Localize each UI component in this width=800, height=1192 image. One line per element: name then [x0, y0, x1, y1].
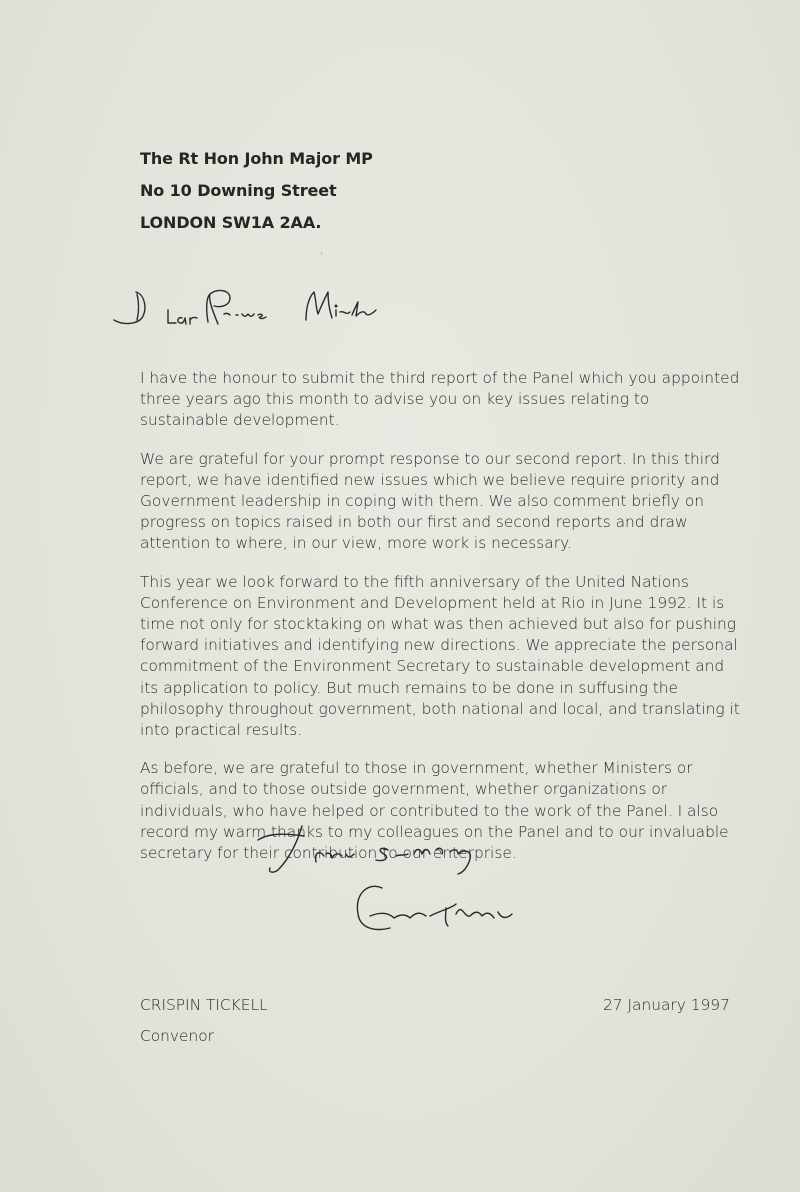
address-line: No 10 Downing Street — [140, 181, 337, 200]
recipient-address — [140, 146, 373, 242]
letter-date: 27 January 1997 — [603, 996, 730, 1014]
handwritten-salutation — [110, 270, 380, 340]
letter-body — [140, 368, 740, 881]
signatory-name: CRISPIN TICKELL — [140, 996, 268, 1014]
handwritten-signature — [250, 822, 540, 942]
paragraph: I have the honour to submit the third report of the Panel which you appointed three years ago this month to advise you on key issues relating to sustainable development. — [140, 369, 740, 430]
paragraph: We are grateful for your prompt response to our second report. In this third report, we have identified new issues which we believe require priority and Government leadership in coping with them. We also comment briefly on progress on topics raised in both our first and second reports and draw attention to where, in our view, more work is necessary. — [140, 449, 720, 553]
address-line: The Rt Hon John Major MP — [140, 149, 373, 168]
paragraph: This year we look forward to the fifth anniversary of the United Nations Conference on Environment and Development held at Rio in June 1992. It is time not only for stocktaking on what was then achieved but also for pushing forward initiatives and identifying new directions. We appreciate the personal commitment of the Environment Secretary to sustainable development and its application to policy. But much remains to be done in suffusing the philosophy throughout government, both national and local, and translating it into practical results. — [140, 572, 740, 740]
address-line: LONDON SW1A 2AA. — [140, 213, 322, 232]
paragraph: As before, we are grateful to those in government, whether Ministers or officials, and to those outside government, whether organizations or individuals, who have helped or contributed to the work of the Panel. I also record my warm thanks to my colleagues on the Panel and to our invaluable secretary for their contribution to our enterprise. — [140, 759, 729, 863]
scan-speck: ' — [320, 250, 324, 263]
signatory-role: Convenor — [140, 1027, 214, 1045]
